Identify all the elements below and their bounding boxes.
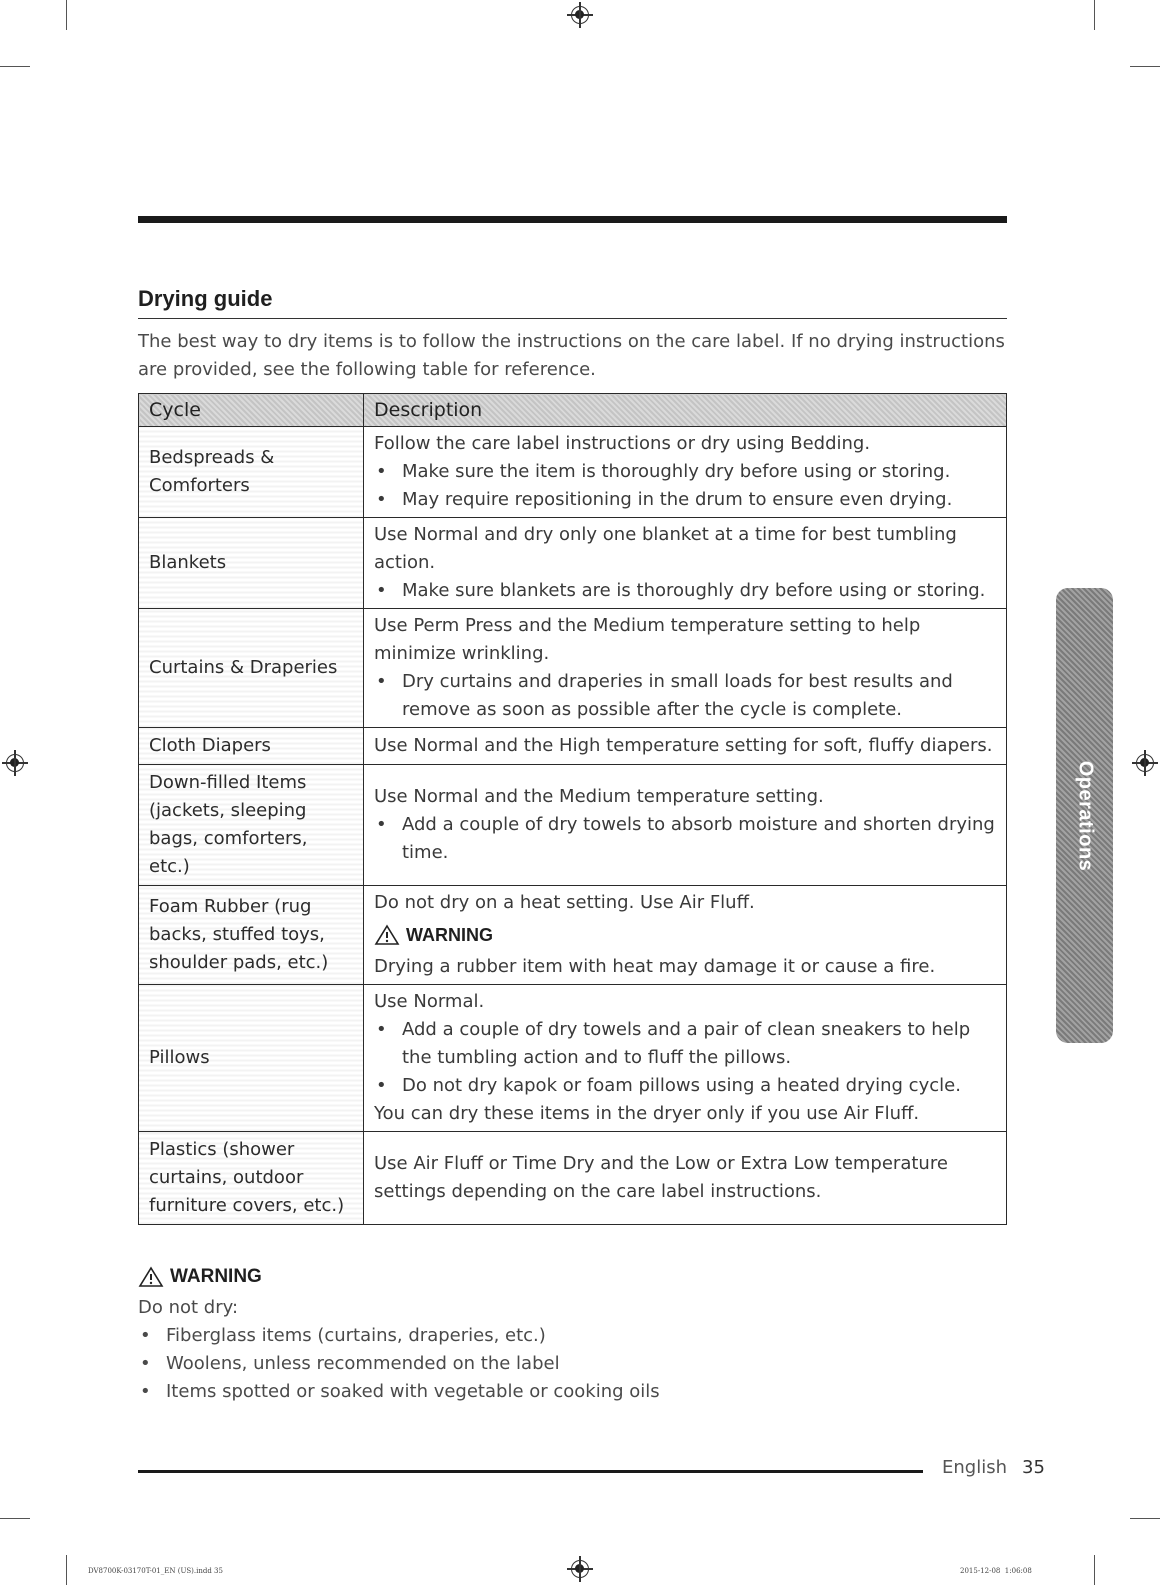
crop-mark — [1130, 1518, 1160, 1519]
table-row — [139, 518, 1007, 609]
table-row — [139, 886, 1007, 985]
description-text: Use Air Fluff or Time Dry and the Low or Extra Low temperature settings depending on the care label instructions. — [374, 1153, 948, 1202]
warning-triangle-icon — [138, 1266, 164, 1288]
drying-guide-table — [138, 393, 1007, 1225]
table-row — [139, 1132, 1007, 1225]
warning-triangle-icon — [374, 924, 400, 946]
cycle-cell: Blankets — [139, 518, 364, 609]
cycle-cell: Cloth Diapers — [139, 728, 364, 765]
table-row — [139, 427, 1007, 518]
crop-mark — [1094, 1555, 1095, 1585]
page-number: 35 — [1022, 1457, 1045, 1478]
top-rule — [138, 216, 1007, 223]
crop-mark — [1094, 0, 1095, 30]
description-bullet: • Add a couple of dry towels and a pair of clean sneakers to help the tumbling action and to fluff the pillows. — [374, 1016, 996, 1072]
description-cell — [364, 1132, 1007, 1225]
inline-warning-text: Drying a rubber item with heat may damage it or cause a fire. — [374, 956, 936, 977]
warning-item: • Items spotted or soaked with vegetable or cooking oils — [138, 1378, 1007, 1406]
description-bullet: • May require repositioning in the drum to ensure even drying. — [374, 486, 996, 514]
cycle-cell: Foam Rubber (rug backs, stuffed toys, shoulder pads, etc.) — [139, 886, 364, 985]
side-tab-operations — [1056, 588, 1113, 1043]
description-text: Follow the care label instructions or dry using Bedding. — [374, 433, 871, 454]
cycle-cell: Plastics (shower curtains, outdoor furniture covers, etc.) — [139, 1132, 364, 1225]
crop-mark — [1130, 66, 1160, 67]
description-bullet: • Add a couple of dry towels to absorb moisture and shorten drying time. — [374, 811, 996, 867]
registration-mark-icon — [571, 1560, 589, 1578]
warning-heading — [138, 1266, 1007, 1288]
registration-mark-icon — [6, 754, 24, 772]
description-cell — [364, 765, 1007, 886]
description-bullet: • Make sure the item is thoroughly dry before using or storing. — [374, 458, 996, 486]
description-cell — [364, 427, 1007, 518]
description-text: Use Normal and the Medium temperature setting. — [374, 786, 824, 807]
crop-mark — [0, 66, 30, 67]
crop-mark — [0, 1518, 30, 1519]
description-text: Use Normal and dry only one blanket at a time for best tumbling action. — [374, 524, 957, 573]
inline-warning-label: WARNING — [406, 925, 493, 945]
description-note: You can dry these items in the dryer only if you use Air Fluff. — [374, 1103, 920, 1124]
warning-item: • Fiberglass items (curtains, draperies, etc.) — [138, 1322, 1007, 1350]
cycle-cell: Pillows — [139, 985, 364, 1132]
description-cell — [364, 985, 1007, 1132]
description-text: Use Perm Press and the Medium temperature setting to help minimize wrinkling. — [374, 615, 921, 664]
print-slug-date: 2015-12-08 ￼ 1:06:08 — [960, 1567, 1032, 1575]
side-tab-label: Operations — [1074, 760, 1096, 871]
warning-item: • Woolens, unless recommended on the label — [138, 1350, 1007, 1378]
cycle-cell: Curtains & Draperies — [139, 609, 364, 728]
footer-language: English — [942, 1457, 1007, 1478]
description-text: Use Normal. — [374, 991, 485, 1012]
bottom-rule — [138, 1470, 923, 1473]
print-slug-file: DV8700K-03170T-01_EN (US).indd 35 — [88, 1567, 223, 1575]
cycle-cell: Bedspreads & Comforters — [139, 427, 364, 518]
description-text: Use Normal and the High temperature setting for soft, fluffy diapers. — [374, 735, 993, 756]
header-cycle: Cycle — [139, 394, 364, 427]
description-cell — [364, 609, 1007, 728]
table-row — [139, 728, 1007, 765]
description-cell — [364, 728, 1007, 765]
description-bullet: • Make sure blankets are is thoroughly dry before using or storing. — [374, 577, 996, 605]
warning-intro: Do not dry: — [138, 1297, 239, 1318]
warning-box — [138, 1266, 1007, 1406]
header-description: Description — [364, 394, 1007, 427]
table-row — [139, 765, 1007, 886]
description-text: Do not dry on a heat setting. Use Air Fluff. — [374, 892, 755, 913]
cycle-cell: Down-filled Items (jackets, sleeping bags, comforters, etc.) — [139, 765, 364, 886]
crop-mark — [66, 1555, 67, 1585]
table-row — [139, 985, 1007, 1132]
description-bullet: • Do not dry kapok or foam pillows using a heated drying cycle. — [374, 1072, 996, 1100]
section-title: Drying guide — [138, 286, 273, 311]
description-bullet: • Dry curtains and draperies in small loads for best results and remove as soon as possible after the cycle is complete. — [374, 668, 996, 724]
warning-label: WARNING — [170, 1266, 262, 1287]
crop-mark — [66, 0, 67, 30]
intro-text: The best way to dry items is to follow the instructions on the care label. If no drying instructions are provided, see the following table for reference. — [138, 331, 1005, 380]
table-row — [139, 609, 1007, 728]
description-cell — [364, 886, 1007, 985]
registration-mark-icon — [571, 6, 589, 24]
registration-mark-icon — [1136, 754, 1154, 772]
section-rule — [138, 318, 1007, 319]
table-header-row — [139, 394, 1007, 427]
description-cell — [364, 518, 1007, 609]
inline-warning-heading — [374, 921, 996, 949]
